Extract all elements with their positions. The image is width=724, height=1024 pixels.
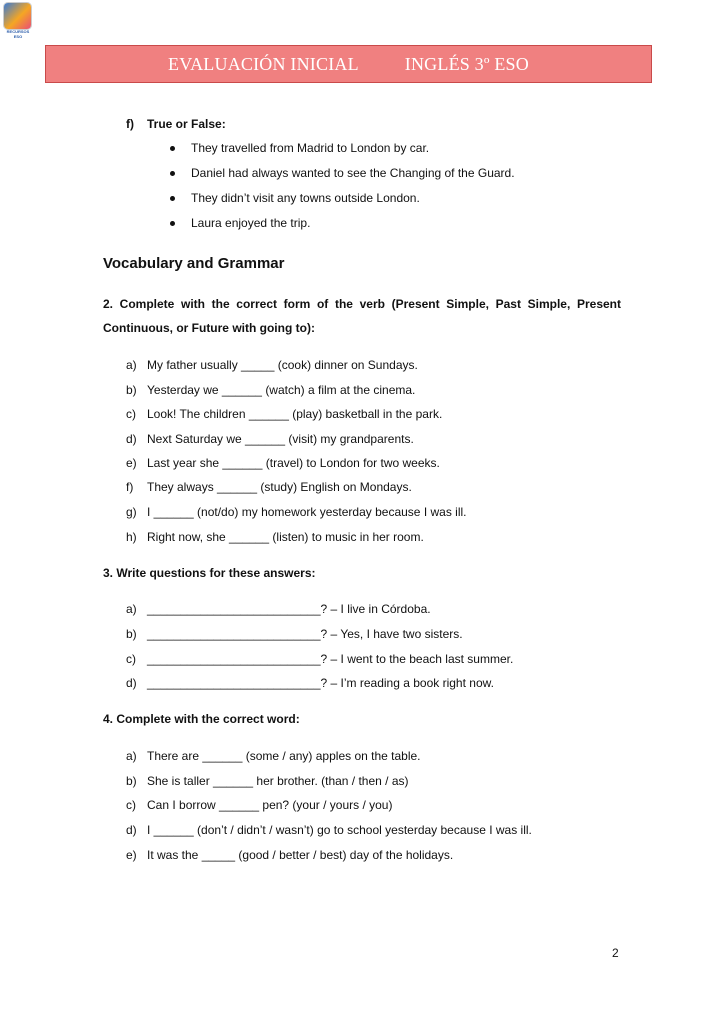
- bullet-icon: [170, 146, 175, 151]
- page-header-banner: [45, 45, 652, 83]
- header-subject: INGLÉS 3º ESO: [404, 53, 529, 74]
- section-f-label: f): [126, 117, 134, 131]
- section-f-title: True or False:: [147, 117, 226, 131]
- question-2-title-line2: Continuous, or Future with going to):: [103, 321, 315, 335]
- question-4-title: 4. Complete with the correct word:: [103, 712, 300, 726]
- page-number: 2: [612, 946, 619, 960]
- bullet-icon: [170, 221, 175, 226]
- question-2-title-line1: 2. Complete with the correct form of the verb (Present Simple, Past Simple, Present: [103, 297, 621, 311]
- logo-caption: RECURSOS ESO: [6, 29, 30, 39]
- question-3-title: 3. Write questions for these answers:: [103, 566, 316, 580]
- bullet-icon: [170, 171, 175, 176]
- header-title: EVALUACIÓN INICIAL: [168, 53, 359, 74]
- bullet-icon: [170, 196, 175, 201]
- recursos-logo: [4, 3, 31, 29]
- section-heading: Vocabulary and Grammar: [103, 255, 285, 272]
